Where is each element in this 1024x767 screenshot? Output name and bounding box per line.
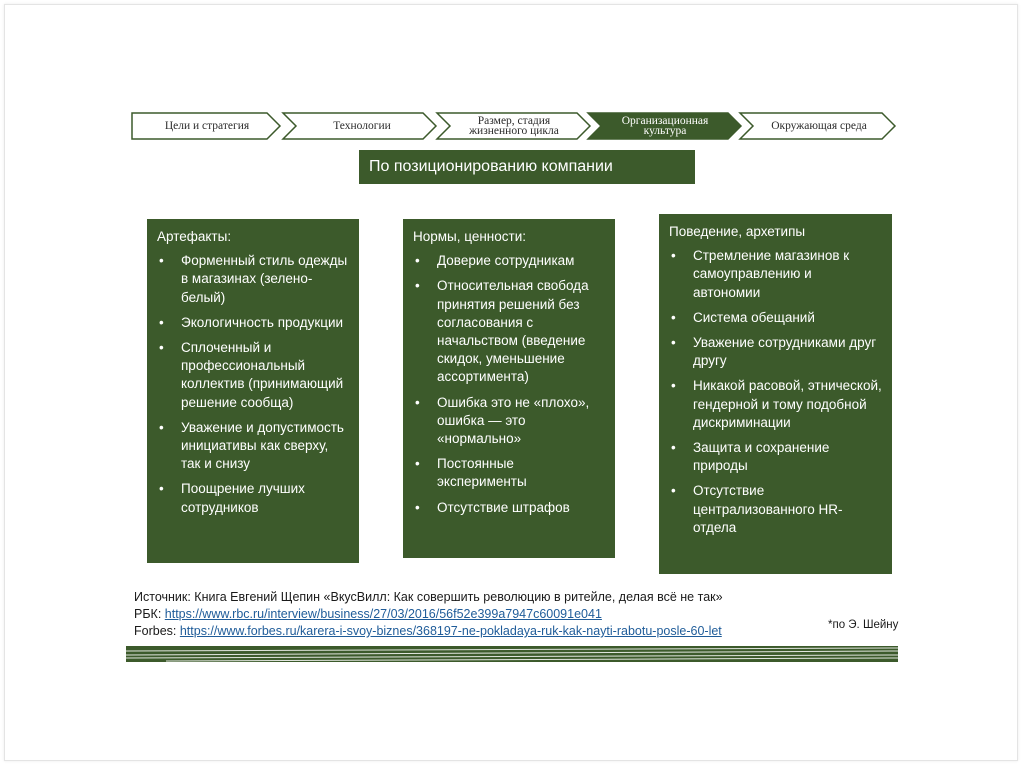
section-heading: По позиционированию компании xyxy=(359,150,695,184)
sources-block xyxy=(134,589,834,640)
step-label-goals: Цели и стратегия xyxy=(164,120,250,132)
panel-behavior-archetypes xyxy=(659,214,892,574)
step-label-technology: Технологии xyxy=(333,120,391,132)
step-label-size-stage: Размер, стадия жизненного цикла xyxy=(469,115,559,137)
panel-title: Поведение, архетипы xyxy=(669,224,806,239)
source-rbc-label: РБК: xyxy=(134,607,165,621)
list-item: • Сплоченный и профессиональный коллектив (принимающий решение сообща) xyxy=(157,339,349,412)
panel-title: Нормы, ценности: xyxy=(413,229,526,244)
decorative-footer-bar xyxy=(126,646,898,662)
rbc-link[interactable]: https://www.rbc.ru/interview/business/27/03/2016/56f52e399a7947c60091e041 xyxy=(164,607,602,621)
bullet-list xyxy=(157,252,349,517)
source-book: Источник: Книга Евгений Щепин «ВкусВилл: Как совершить революцию в ритейле, делая всё не так» xyxy=(134,590,723,604)
list-item: • Форменный стиль одежды в магазинах (зелено-белый) xyxy=(157,252,349,307)
bullet-list xyxy=(413,252,605,517)
forbes-link[interactable]: https://www.forbes.ru/karera-i-svoy-biznes/368197-ne-pokladaya-ruk-kak-nayti-rabotu-posle-60-let xyxy=(179,624,722,638)
list-item: • Отсутствие штрафов xyxy=(413,499,605,517)
list-item: • Уважение сотрудниками друг другу xyxy=(669,334,882,370)
panel-artifacts xyxy=(147,219,359,563)
source-forbes xyxy=(134,623,834,640)
panel-title: Артефакты: xyxy=(157,229,232,244)
list-item: • Отсутствие централизованного HR-отдела xyxy=(669,482,882,537)
list-item: • Уважение и допустимость инициативы как сверху, так и снизу xyxy=(157,419,349,474)
bullet-list xyxy=(669,247,882,537)
panel-norms-values xyxy=(403,219,615,558)
list-item: • Экологичность продукции xyxy=(157,314,349,332)
list-item: • Никакой расовой, этнической, гендерной и тому подобной дискриминации xyxy=(669,377,882,432)
step-label-environment: Окружающая среда xyxy=(771,120,867,132)
list-item: • Доверие сотрудникам xyxy=(413,252,605,270)
source-forbes-label: Forbes: xyxy=(134,624,180,638)
list-item: • Поощрение лучших сотрудников xyxy=(157,480,349,516)
process-chevron-bar xyxy=(131,112,897,140)
step-label-org-culture: Организационная культура xyxy=(621,115,709,137)
footnote-schein: *по Э. Шейну xyxy=(828,619,899,631)
list-item: • Относительная свобода принятия решений без согласования с начальством (введение скидок, уменьшение ассортимента) xyxy=(413,277,605,386)
list-item: • Система обещаний xyxy=(669,309,882,327)
list-item: • Защита и сохранение природы xyxy=(669,439,882,475)
list-item: • Постоянные эксперименты xyxy=(413,455,605,491)
list-item: • Стремление магазинов к самоуправлению и автономии xyxy=(669,247,882,302)
source-rbc xyxy=(134,606,834,623)
list-item: • Ошибка это не «плохо», ошибка — это «нормально» xyxy=(413,394,605,449)
